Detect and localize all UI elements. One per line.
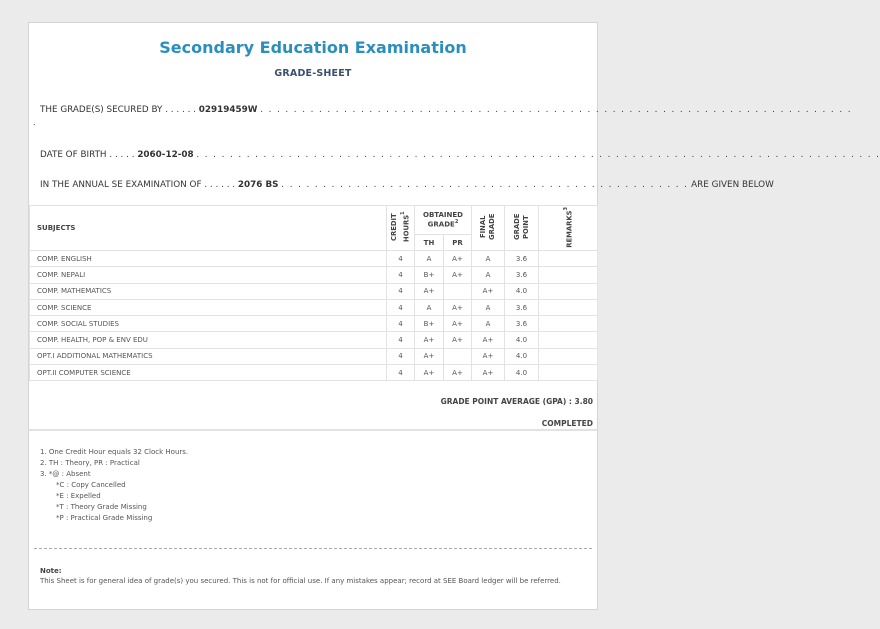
footnotes xyxy=(40,447,188,524)
remarks-cell xyxy=(539,299,598,315)
credit-cell: 4 xyxy=(387,316,415,332)
final-cell: A+ xyxy=(472,332,505,348)
pr-cell: A+ xyxy=(444,332,472,348)
remarks-cell xyxy=(539,348,598,364)
gp-cell: 4.0 xyxy=(505,332,539,348)
gp-cell: 3.6 xyxy=(505,251,539,267)
th-header: TH xyxy=(415,235,444,251)
final-cell: A xyxy=(472,267,505,283)
table-row xyxy=(30,365,598,381)
grade-sheet xyxy=(28,22,880,610)
th-cell: A+ xyxy=(415,365,444,381)
note-text: This Sheet is for general idea of grade(s) you secured. This is not for official use. If any mistakes appear; record at SEE Board ledger will be referred. xyxy=(40,577,561,585)
gp-cell: 4.0 xyxy=(505,365,539,381)
final-cell: A+ xyxy=(472,348,505,364)
table-row xyxy=(30,348,598,364)
remarks-cell xyxy=(539,316,598,332)
credit-cell: 4 xyxy=(387,267,415,283)
final-grade-header: FINAL GRADE xyxy=(472,206,505,251)
remarks-cell xyxy=(539,365,598,381)
pr-cell: A+ xyxy=(444,251,472,267)
table-row xyxy=(30,251,598,267)
exam-dots: . . . . . . . . . . . . . . . . . . . . . . . . . . . . . . . . . . . . . . . . . . . . . . . . . xyxy=(281,180,689,190)
secured-by-label: THE GRADE(S) SECURED BY . . . . . . xyxy=(40,105,196,115)
th-cell: A+ xyxy=(415,332,444,348)
final-cell: A xyxy=(472,299,505,315)
grade-point-header: GRADE POINT xyxy=(505,206,539,251)
gp-cell: 3.6 xyxy=(505,267,539,283)
footnote-item: *P : Practical Grade Missing xyxy=(56,514,153,522)
pr-cell: A+ xyxy=(444,316,472,332)
subject-cell: OPT.I ADDITIONAL MATHEMATICS xyxy=(30,348,387,364)
table-row xyxy=(30,283,598,299)
exam-year: 2076 BS xyxy=(237,180,279,190)
footnote-item: *E : Expelled xyxy=(56,492,101,500)
credit-cell: 4 xyxy=(387,348,415,364)
table-row xyxy=(30,316,598,332)
obtained-grade-header: OBTAINED GRADE$^2$ xyxy=(415,206,472,235)
table-row xyxy=(30,299,598,315)
remarks-cell xyxy=(539,251,598,267)
exam-label: IN THE ANNUAL SE EXAMINATION OF . . . . . . xyxy=(40,180,236,190)
subject-cell: OPT.II COMPUTER SCIENCE xyxy=(30,365,387,381)
pr-header: PR xyxy=(444,235,472,251)
footnote-item: *T : Theory Grade Missing xyxy=(56,503,147,511)
credit-cell: 4 xyxy=(387,365,415,381)
gp-cell: 3.6 xyxy=(505,316,539,332)
note-section xyxy=(40,566,592,586)
credit-cell: 4 xyxy=(387,283,415,299)
secured-dots-continuation: . xyxy=(33,118,36,127)
subject-cell: COMP. SOCIAL STUDIES xyxy=(30,316,387,332)
footnote-item: 2. TH : Theory, PR : Practical xyxy=(40,459,140,467)
status-label: COMPLETED xyxy=(541,419,593,428)
exam-line xyxy=(40,180,774,190)
gp-cell: 3.6 xyxy=(505,299,539,315)
table-row xyxy=(30,267,598,283)
th-cell: A+ xyxy=(415,348,444,364)
credit-cell: 4 xyxy=(387,251,415,267)
pr-cell xyxy=(444,348,472,364)
subjects-header: SUBJECTS xyxy=(30,206,387,251)
remarks-header: REMARKS$^3$ xyxy=(539,206,598,251)
gp-cell: 4.0 xyxy=(505,348,539,364)
secured-dots: . . . . . . . . . . . . . . . . . . . . . . . . . . . . . . . . . . . . . . . . . . . . . . . . . . . . . . . . . . . . . . . . . . . . . . . xyxy=(260,105,852,115)
dashed-divider xyxy=(34,548,592,549)
grades-table xyxy=(29,205,598,381)
note-label: Note: xyxy=(40,567,62,575)
pr-cell xyxy=(444,283,472,299)
dob-dots: . . . . . . . . . . . . . . . . . . . . . . . . . . . . . . . . . . . . . . . . . . . . . . . . . . . . . . . . . . . . . . . . . . . . . . . . . . . . . . . . . . xyxy=(196,150,880,160)
footnote-item: 1. One Credit Hour equals 32 Clock Hours. xyxy=(40,448,189,456)
th-cell: A xyxy=(415,299,444,315)
gpa-row xyxy=(29,385,597,430)
gp-cell: 4.0 xyxy=(505,283,539,299)
pr-cell: A+ xyxy=(444,299,472,315)
dob-label: DATE OF BIRTH . . . . . xyxy=(40,150,135,160)
subject-cell: COMP. SCIENCE xyxy=(30,299,387,315)
subject-cell: COMP. NEPALI xyxy=(30,267,387,283)
subject-cell: COMP. ENGLISH xyxy=(30,251,387,267)
subject-cell: COMP. HEALTH, POP & ENV EDU xyxy=(30,332,387,348)
footnote-item: *C : Copy Cancelled xyxy=(56,481,126,489)
dob-value: 2060-12-08 xyxy=(137,150,194,160)
remarks-cell xyxy=(539,283,598,299)
th-cell: B+ xyxy=(415,316,444,332)
subject-cell: COMP. MATHEMATICS xyxy=(30,283,387,299)
pr-cell: A+ xyxy=(444,267,472,283)
final-cell: A+ xyxy=(472,283,505,299)
page-subtitle: GRADE-SHEET xyxy=(274,68,352,79)
pr-cell: A+ xyxy=(444,365,472,381)
footnote-divider xyxy=(29,430,597,431)
credit-cell: 4 xyxy=(387,299,415,315)
page-title: Secondary Education Examination xyxy=(159,38,467,57)
symbol-number: 02919459W xyxy=(198,105,258,115)
gpa-value: GRADE POINT AVERAGE (GPA) : 3.80 xyxy=(440,397,593,406)
th-cell: A xyxy=(415,251,444,267)
credit-cell: 4 xyxy=(387,332,415,348)
grades-table-wrap xyxy=(29,205,597,381)
final-cell: A+ xyxy=(472,365,505,381)
final-cell: A xyxy=(472,316,505,332)
footnote-item: 3. *@ : Absent xyxy=(40,470,91,478)
exam-suffix: ARE GIVEN BELOW xyxy=(691,180,774,190)
date-of-birth-line xyxy=(40,150,880,160)
secured-by-line xyxy=(40,105,852,115)
th-cell: A+ xyxy=(415,283,444,299)
final-cell: A xyxy=(472,251,505,267)
credit-hours-header: CREDIT HOURS$^1$ xyxy=(387,206,415,251)
remarks-cell xyxy=(539,267,598,283)
table-row xyxy=(30,332,598,348)
remarks-cell xyxy=(539,332,598,348)
th-cell: B+ xyxy=(415,267,444,283)
